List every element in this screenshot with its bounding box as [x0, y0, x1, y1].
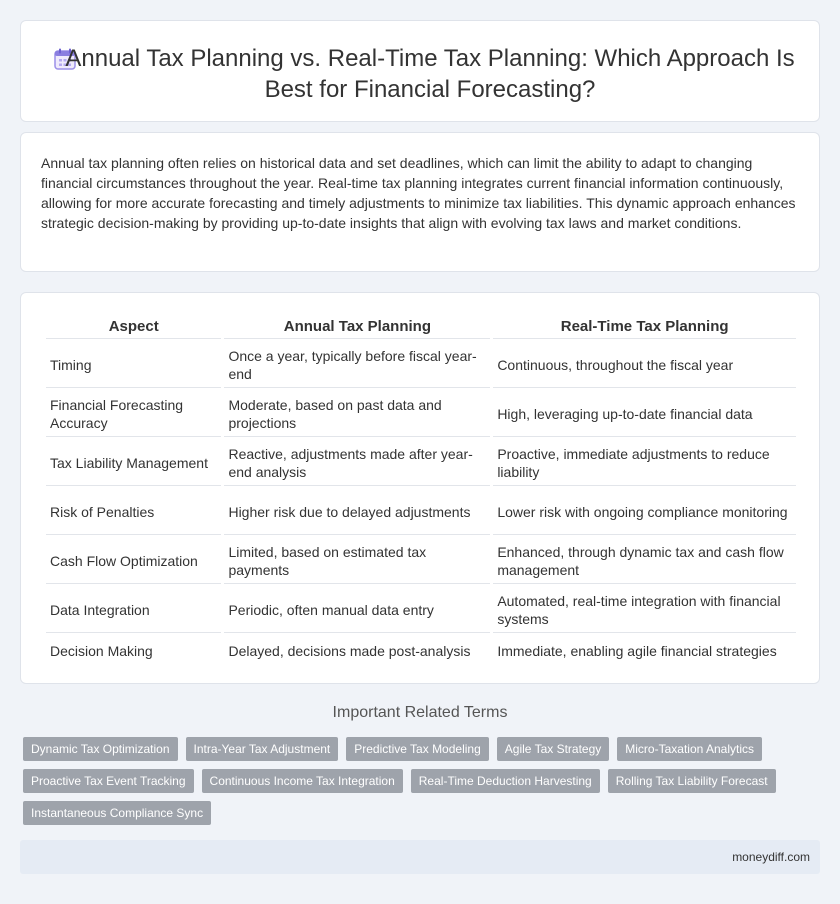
- related-terms-heading: Important Related Terms: [332, 704, 508, 721]
- table-row: [46, 584, 796, 633]
- cell-annual: Periodic, often manual data entry: [224, 584, 490, 633]
- intro-card: [20, 132, 820, 272]
- footer: [20, 840, 820, 874]
- cell-realtime: Immediate, enabling agile financial strategies: [497, 642, 777, 659]
- table-header-row: [46, 313, 796, 339]
- cell-realtime: Enhanced, through dynamic tax and cash flow management: [493, 535, 796, 584]
- table-row: [46, 535, 796, 584]
- cell-annual: Limited, based on estimated tax payments: [224, 535, 490, 584]
- related-term-tag[interactable]: Agile Tax Strategy: [497, 737, 610, 761]
- table-row: [46, 633, 796, 665]
- cell-aspect: Financial Forecasting Accuracy: [46, 388, 221, 437]
- related-term-tag[interactable]: Continuous Income Tax Integration: [202, 769, 403, 793]
- cell-annual: Once a year, typically before fiscal year-end: [224, 339, 490, 388]
- intro-paragraph: Annual tax planning often relies on historical data and set deadlines, which can limit the ability to adapt to changing financial circumstances throughout the year. Real-time tax planning integrates current financial information continuously, allowing for more accurate forecasting and timely adjustments to minimize tax liabilities. This dynamic approach enhances strategic decision-making by providing up-to-date insights that align with evolving tax laws and market conditions.: [41, 155, 796, 231]
- comparison-table: [43, 313, 799, 665]
- cell-aspect: Decision Making: [50, 642, 153, 659]
- cell-annual: Delayed, decisions made post-analysis: [228, 642, 471, 659]
- cell-aspect: Data Integration: [46, 584, 221, 633]
- comparison-card: [20, 292, 820, 684]
- cell-aspect: Risk of Penalties: [46, 486, 221, 535]
- table-row: [46, 437, 796, 486]
- cell-aspect: Cash Flow Optimization: [46, 535, 221, 584]
- page-title: Annual Tax Planning vs. Real-Time Tax Planning: Which Approach Is Best for Financial Forecasting?: [65, 45, 795, 103]
- table-row: [46, 486, 796, 535]
- cell-realtime: Automated, real-time integration with financial systems: [493, 584, 796, 633]
- cell-annual: Moderate, based on past data and projections: [224, 388, 490, 437]
- cell-aspect: Timing: [46, 339, 221, 388]
- related-term-tag[interactable]: Predictive Tax Modeling: [346, 737, 489, 761]
- cell-aspect: Tax Liability Management: [46, 437, 221, 486]
- related-term-tag[interactable]: Real-Time Deduction Harvesting: [411, 769, 600, 793]
- cell-realtime: Proactive, immediate adjustments to reduce liability: [493, 437, 796, 486]
- cell-realtime: Lower risk with ongoing compliance monitoring: [493, 486, 796, 535]
- related-term-tag[interactable]: Micro-Taxation Analytics: [617, 737, 762, 761]
- header-annual: Annual Tax Planning: [224, 313, 490, 339]
- related-term-tag[interactable]: Intra-Year Tax Adjustment: [186, 737, 339, 761]
- cell-annual: Reactive, adjustments made after year-end analysis: [224, 437, 490, 486]
- cell-annual: Higher risk due to delayed adjustments: [224, 486, 490, 535]
- related-term-tag[interactable]: Instantaneous Compliance Sync: [23, 801, 211, 825]
- table-row: [46, 388, 796, 437]
- header-aspect: Aspect: [46, 313, 221, 339]
- cell-realtime: High, leveraging up-to-date financial data: [493, 388, 796, 437]
- table-row: [46, 339, 796, 388]
- related-term-tag[interactable]: Dynamic Tax Optimization: [23, 737, 178, 761]
- header-realtime: Real-Time Tax Planning: [493, 313, 796, 339]
- related-terms-list: [23, 737, 783, 825]
- cell-realtime: Continuous, throughout the fiscal year: [493, 339, 796, 388]
- related-term-tag[interactable]: Proactive Tax Event Tracking: [23, 769, 194, 793]
- title-card: [20, 20, 820, 122]
- footer-site-link[interactable]: moneydiff.com: [732, 850, 810, 864]
- related-term-tag[interactable]: Rolling Tax Liability Forecast: [608, 769, 776, 793]
